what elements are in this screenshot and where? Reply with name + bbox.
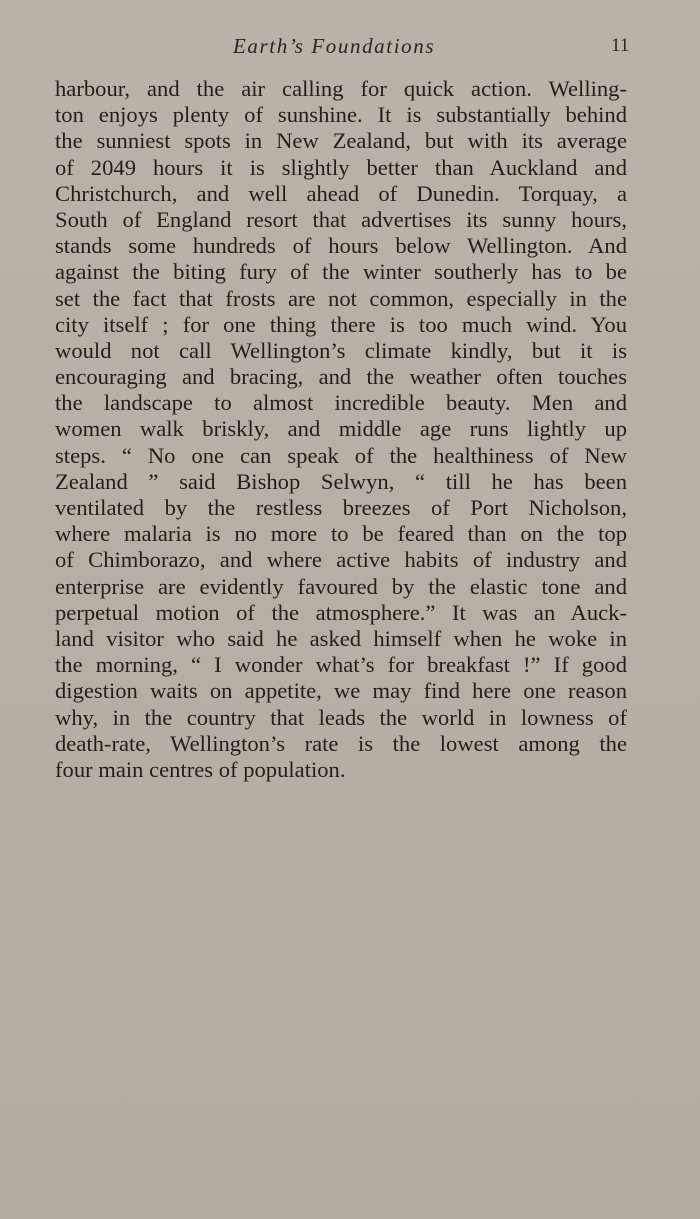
text-line: set the fact that frosts are not common, especially in the xyxy=(55,285,627,311)
running-head xyxy=(0,34,700,64)
text-line: Zealand ” said Bishop Selwyn, “ till he has been xyxy=(55,468,627,494)
text-line: Christchurch, and well ahead of Dunedin. Torquay, a xyxy=(55,180,627,206)
text-line: where malaria is no more to be feared than on the top xyxy=(55,521,627,547)
text-line: city itself ; for one thing there is too much wind. You xyxy=(55,311,627,337)
text-line: why, in the country that leads the world in lowness of xyxy=(55,704,627,730)
running-title: Earth’s Foundations xyxy=(233,34,436,58)
text-line: ventilated by the restless breezes of Port Nicholson, xyxy=(55,495,627,520)
text-line: South of England resort that advertises its sunny hours, xyxy=(55,206,627,232)
text-line: of Chimborazo, and where active habits of industry and xyxy=(55,547,627,573)
text-line: encouraging and bracing, and the weather often touches xyxy=(55,364,627,390)
text-line: stands some hundreds of hours below Wellington. And xyxy=(55,233,627,259)
text-line: four main centres of population. xyxy=(55,756,346,782)
text-line: of 2049 hours it is slightly better than Auckland and xyxy=(55,154,627,180)
text-line: the sunniest spots in New Zealand, but with its average xyxy=(55,128,627,154)
text-line: harbour, and the air calling for quick action. Welling- xyxy=(55,76,627,101)
page-number: 11 xyxy=(611,35,630,56)
text-line: the morning, “ I wonder what’s for breakfast !” If good xyxy=(55,652,627,678)
text-line: against the biting fury of the winter southerly has to be xyxy=(55,259,627,285)
text-line: land visitor who said he asked himself when he woke in xyxy=(55,625,627,651)
text-line: would not call Wellington’s climate kindly, but it is xyxy=(55,337,627,363)
text-line: perpetual motion of the atmosphere.” It was an Auck- xyxy=(55,599,627,625)
text-line: the landscape to almost incredible beauty. Men and xyxy=(55,390,627,416)
text-line: steps. “ No one can speak of the healthiness of New xyxy=(55,442,627,468)
text-line: women walk briskly, and middle age runs lightly up xyxy=(55,416,627,442)
body-paragraph xyxy=(55,76,627,783)
text-line: death-rate, Wellington’s rate is the lowest among the xyxy=(55,730,627,756)
text-line: ton enjoys plenty of sunshine. It is substantially behind xyxy=(55,102,627,128)
text-line: digestion waits on appetite, we may find here one reason xyxy=(55,678,627,704)
text-line: enterprise are evidently favoured by the elastic tone and xyxy=(55,573,627,599)
